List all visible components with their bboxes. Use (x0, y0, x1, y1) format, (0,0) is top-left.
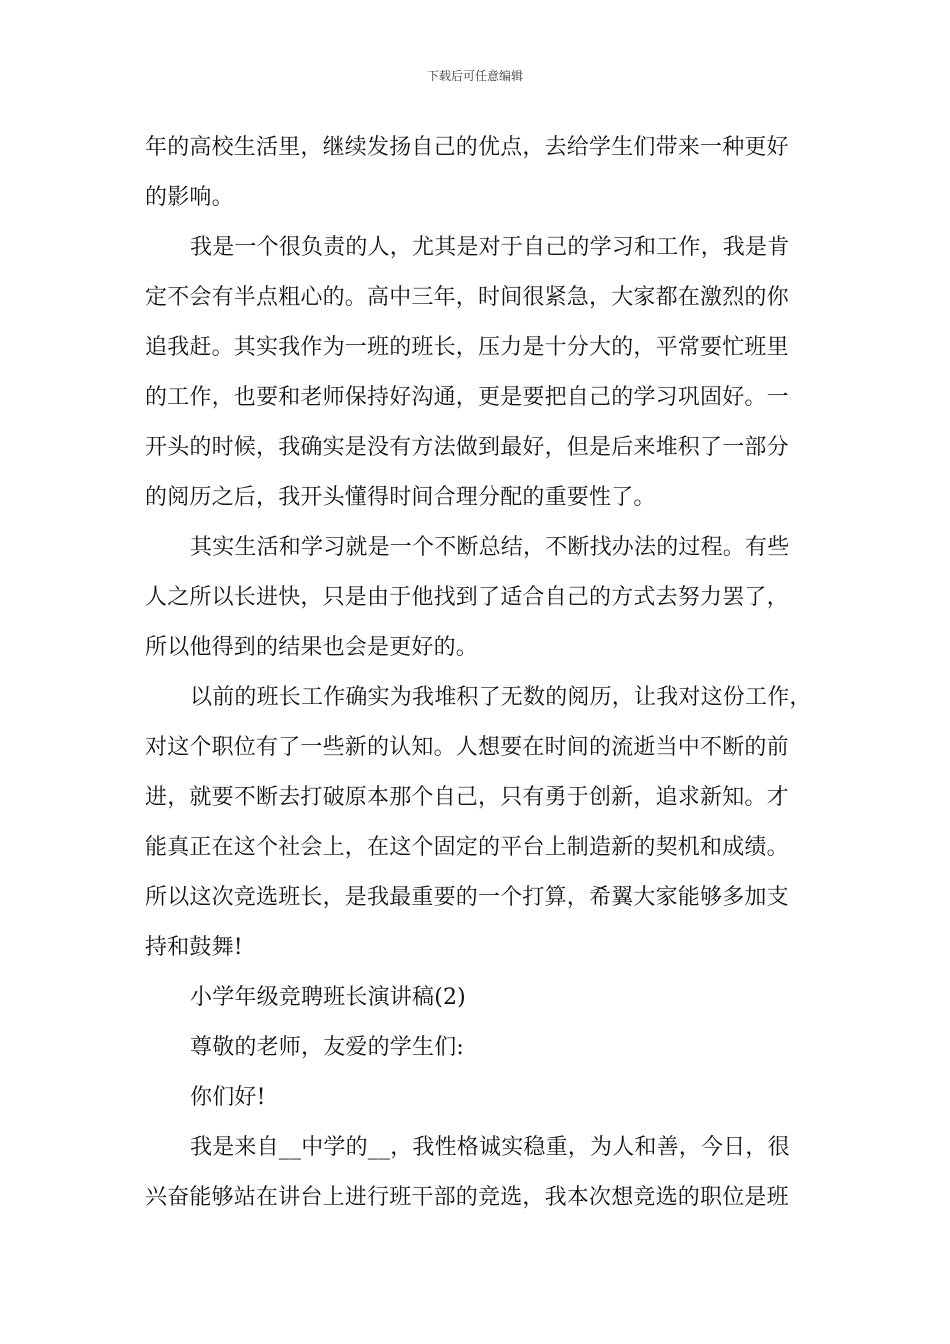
text-line: 人之所以长进快，只是由于他找到了适合自己的方式去努力罢了， (145, 585, 789, 610)
text-line: 追我赶。其实我作为一班的班长，压力是十分大的，平常要忙班里 (145, 335, 789, 360)
text-line: 的工作，也要和老师保持好沟通，更是要把自己的学习巩固好。一 (145, 385, 789, 410)
text-line: 能真正在这个社会上，在这个固定的平台上制造新的契机和成绩。 (145, 835, 789, 860)
page-header-note: 下载后可任意编辑 (426, 69, 523, 83)
text-line: 我是一个很负责的人，尤其是对于自己的学习和工作，我是肯 (190, 235, 790, 260)
salutation: 尊敬的老师，友爱的学生们: (190, 1035, 465, 1060)
section-title: 小学年级竞聘班长演讲稿(2) (190, 985, 466, 1010)
document-body (145, 130, 812, 1230)
text-line: 开头的时候，我确实是没有方法做到最好，但是后来堆积了一部分 (145, 435, 789, 460)
text-line: 所以这次竞选班长，是我最重要的一个打算，希翼大家能够多加支 (145, 885, 789, 910)
text-line: 持和鼓舞! (145, 935, 243, 960)
text-line: 定不会有半点粗心的。高中三年，时间很紧急，大家都在激烈的你 (145, 285, 789, 310)
text-line: 年的高校生活里，继续发扬自己的优点，去给学生们带来一种更好 (145, 135, 789, 160)
text-line: 兴奋能够站在讲台上进行班干部的竞选，我本次想竞选的职位是班 (145, 1185, 789, 1210)
text-line: 的影响。 (145, 185, 234, 210)
text-line: 所以他得到的结果也会是更好的。 (145, 635, 479, 660)
text-line: 其实生活和学习就是一个不断总结，不断找办法的过程。有些 (190, 535, 790, 560)
text-line: 对这个职位有了一些新的认知。人想要在时间的流逝当中不断的前 (145, 735, 789, 760)
text-line: 的阅历之后，我开头懂得时间合理分配的重要性了。 (145, 485, 656, 510)
text-line: 进，就要不断去打破原本那个自己，只有勇于创新，追求新知。才 (145, 785, 789, 810)
text-line: 以前的班长工作确实为我堆积了无数的阅历，让我对这份工作， (190, 685, 812, 710)
greeting: 你们好! (190, 1085, 266, 1110)
text-line: 我是来自__中学的__，我性格诚实稳重，为人和善，今日，很 (190, 1135, 790, 1160)
